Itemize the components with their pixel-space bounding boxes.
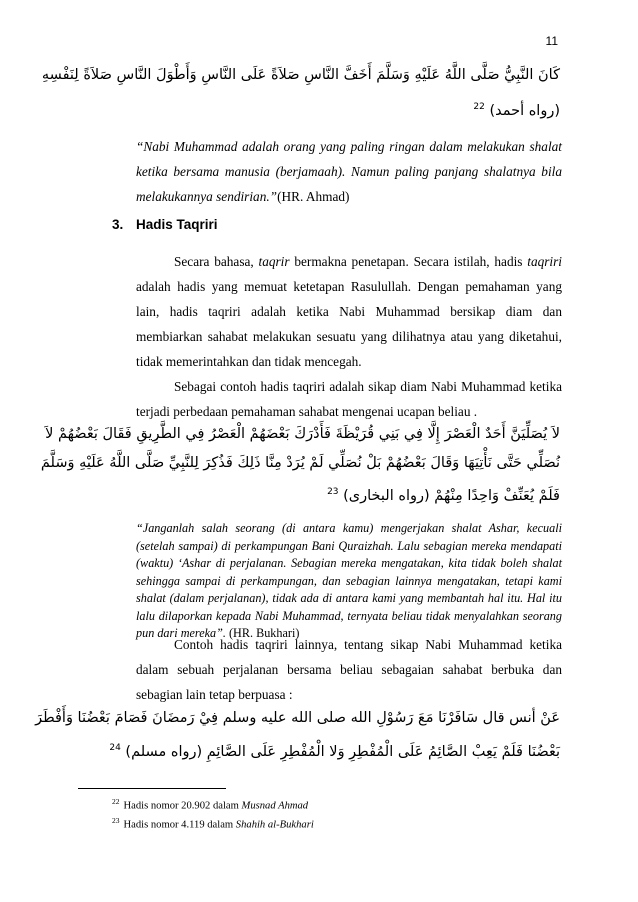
para1-text-b: bermakna penetapan. Secara istilah, hadis: [289, 254, 528, 269]
hadith3-line2-text: بَعْضُنَا فَلَمْ يَعِبْ الصَّائِمُ عَلَى الْمُفْطِرِ وَلا الْمُفْطِرِ عَلَى الصَّائِمِ: [206, 743, 560, 760]
footnote-number: 23: [112, 815, 120, 825]
hadith2-arabic-line3: [118, 481, 560, 507]
hadith3-arabic-line1: [35, 707, 560, 729]
para3-text: Contoh hadis taqriri lainnya, tentang sikap Nabi Muhammad ketika dalam sebuah perjalanan bersama beliau sebagaian sahabat berbuka dan sebagian lain tetap berpuasa :: [136, 637, 562, 702]
paragraph-definition: [136, 249, 562, 374]
hadith2-translation: [136, 520, 562, 643]
hadith2-line2-text: نُصَلِّي حَتَّى نَأْتِيَهَا وَقَالَ بَعْضُهُمْ بَلْ نُصَلِّي لَمْ يُرَدْ مِنَّا ذَلِكَ فَذُكِرَ لِلنَّبِيِّ صَلَّى اللَّهُ عَلَيْهِ وَسَلَّمَ: [40, 455, 560, 471]
hadith1-source-line: [118, 96, 560, 122]
hadith2-arabic-line2: [40, 452, 560, 474]
paragraph-other-example: [136, 632, 562, 707]
section-number: 3.: [112, 217, 124, 232]
hadith2-source: (رواه البخارى): [343, 487, 430, 504]
footnote-22: [112, 795, 314, 814]
hadith1-source: (رواه أحمد): [489, 102, 560, 119]
hadith1-translation-source: (HR. Ahmad): [277, 189, 350, 204]
hadith1-arabic-text: كَانَ النَّبِيُّ صَلَّى اللَّهُ عَلَيْهِ وَسَلَّمَ أَخَفَّ النَّاسِ صَلاَةً عَلَى النَّاسِ وَأَطْوَلَ النَّاسِ صَلاَةً لِنَفْسِهِ: [41, 67, 560, 83]
hadith3-note-ref: 24: [109, 743, 121, 753]
hadith2-translation-text: “Janganlah salah seorang (di antara kamu) mengerjakan shalat Ashar, kecuali (setelah sampai) di perkampungan Bani Quraizhah. Lalu sebagian mereka mendapati (waktu) ‘Ashar di perjalanan. Sebagian mereka mengatakan, kita tidak boleh shalat sehingga sampai di perkampungan, dan sebagian lainnya mengatakan, tetapi kami shalat (dalam perjalanan), tidak ada di antara kami yang membantah hal itu. Hal itu lalu dilaporkan kepada Nabi Muhammad, ternyata beliau tidak menyalahkan seorang pun dari mereka”.: [136, 521, 562, 640]
footnote-book-title: Shahih al-Bukhari: [235, 819, 314, 831]
hadith3-line1-text: عَنْ أنس قال سَافَرْنَا مَعَ رَسُوْلِ الله صلى الله عليه وسلم فِيْ رَمضَانَ فَصَامَ بَعْضُنَا وَأَفْطَرَ: [35, 710, 560, 726]
hadith3-source: (رواه مسلم): [125, 743, 203, 760]
hadith2-note-ref: 23: [327, 487, 339, 497]
hadith1-translation: [136, 134, 562, 209]
hadith1-translation-text: “Nabi Muhammad adalah orang yang paling ringan dalam melakukan shalat ketika bersama manusia (berjamaah). Namun paling panjang shalatnya bila melakukannya sendirian.”: [136, 139, 562, 204]
hadith2-arabic-line1: [45, 423, 560, 445]
footnotes: [112, 795, 314, 832]
page-number: 11: [545, 34, 558, 48]
hadith2-line3-text: فَلَمْ يُعَنِّفْ وَاحِدًا مِنْهُمْ: [434, 487, 560, 504]
para1-term-taqriri: taqriri: [527, 254, 562, 269]
para1-text-c: adalah hadis yang memuat ketetapan Rasulullah. Dengan pemahaman yang lain, hadis taqriri adalah ketika Nabi Muhammad bersikap diam dan membiarkan sahabat melakukan sesuatu yang dilihatnya atau yang diketahui, tidak memerintahkan dan tidak mencegah.: [136, 279, 562, 369]
section-title: Hadis Taqriri: [136, 217, 218, 232]
footnote-book-title: Musnad Ahmad: [241, 800, 309, 812]
footnote-text: Hadis nomor 4.119 dalam: [123, 819, 236, 831]
para2-text: Sebagai contoh hadis taqriri adalah sikap diam Nabi Muhammad ketika terjadi perbedaan pemahaman sahabat mengenai ucapan beliau .: [136, 379, 562, 419]
footnote-text: Hadis nomor 20.902 dalam: [123, 800, 242, 812]
hadith1-note-ref: 22: [473, 102, 485, 112]
section-heading: [112, 217, 218, 232]
footnote-number: 22: [112, 797, 120, 806]
footnote-separator: [78, 788, 226, 789]
paragraph-example-intro: [136, 374, 562, 424]
hadith2-translation-source: (HR. Bukhari): [225, 626, 300, 640]
hadith2-line1-text: لاَ يُصَلِّيَنَّ أَحَدٌ الْعَصْرَ إِلَّا فِي بَنِي قُرَيْظَةَ فَأَدْرَكَ بَعْضَهُمْ الْعَصْرُ فِي الطَّرِيقِ فَقَالَ بَعْضُهُمْ لاَ: [45, 426, 560, 442]
para1-term-taqrir: taqrir: [258, 254, 290, 269]
hadith3-arabic-line2: [109, 737, 560, 763]
footnote-23: [112, 814, 314, 833]
para1-text-a: Secara bahasa,: [174, 254, 259, 269]
hadith1-arabic-line1: [41, 64, 560, 86]
